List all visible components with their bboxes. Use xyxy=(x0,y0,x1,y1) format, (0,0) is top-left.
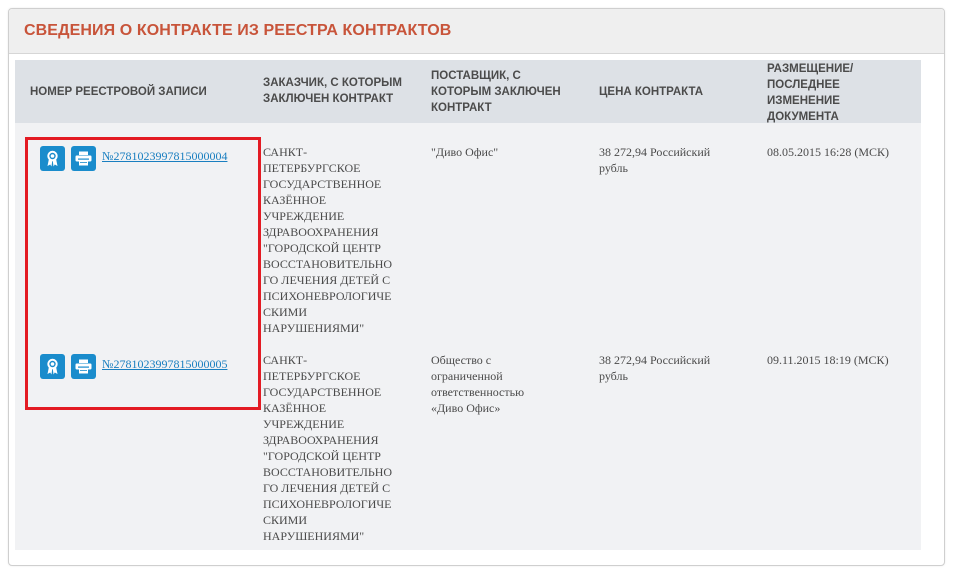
header-supplier-line: ПОСТАВЩИК, С xyxy=(431,70,521,82)
supplier-line: Общество с xyxy=(431,353,492,367)
customer-line: "ГОРОДСКОЙ ЦЕНТР xyxy=(263,241,381,255)
customer-line: ВОССТАНОВИТЕЛЬНО xyxy=(263,257,393,271)
customer-line: КАЗЁННОЕ xyxy=(263,401,327,415)
customer-line: САНКТ- xyxy=(263,353,308,367)
header-price: ЦЕНА КОНТРАКТА xyxy=(599,86,704,98)
print-icon[interactable] xyxy=(71,146,96,171)
customer-line: УЧРЕЖДЕНИЕ xyxy=(263,417,345,431)
customer-line: НАРУШЕНИЯМИ" xyxy=(263,529,365,543)
customer-line: УЧРЕЖДЕНИЕ xyxy=(263,209,345,223)
supplier-line: ответственностью xyxy=(431,385,525,399)
customer-line: ГОСУДАРСТВЕННОЕ xyxy=(263,177,382,191)
header-reg-number: НОМЕР РЕЕСТРОВОЙ ЗАПИСИ xyxy=(30,86,207,98)
reg-number-cell xyxy=(40,354,227,379)
customer-line: НАРУШЕНИЯМИ" xyxy=(263,321,365,335)
customer-cell xyxy=(263,352,392,544)
header-supplier-line: КОНТРАКТ xyxy=(431,102,492,114)
customer-line: КАЗЁННОЕ xyxy=(263,193,327,207)
customer-line: ПЕТЕРБУРГСКОЕ xyxy=(263,161,361,175)
date-cell: 09.11.2015 18:19 (МСК) xyxy=(767,353,889,367)
table-header xyxy=(15,60,921,123)
header-placement-line: РАЗМЕЩЕНИЕ/ xyxy=(767,63,854,75)
price-cell xyxy=(599,352,710,384)
customer-line: ГО ЛЕЧЕНИЯ ДЕТЕЙ С xyxy=(263,273,391,287)
customer-line: ЗДРАВООХРАНЕНИЯ xyxy=(263,225,379,239)
header-placement-line: ДОКУМЕНТА xyxy=(767,111,839,123)
customer-line: ПЕТЕРБУРГСКОЕ xyxy=(263,369,361,383)
print-icon[interactable] xyxy=(71,354,96,379)
customer-line: ВОССТАНОВИТЕЛЬНО xyxy=(263,465,393,479)
panel-header xyxy=(9,9,944,54)
header-customer-line: ЗАКАЗЧИК, С КОТОРЫМ xyxy=(263,77,403,89)
header-customer-line: ЗАКЛЮЧЕН КОНТРАКТ xyxy=(263,93,394,105)
supplier-line: ограниченной xyxy=(431,369,503,383)
customer-line: СКИМИ xyxy=(263,305,308,319)
supplier-line: "Диво Офис" xyxy=(431,145,499,159)
price-cell xyxy=(599,144,710,176)
customer-line: ПСИХОНЕВРОЛОГИЧЕ xyxy=(263,289,392,303)
customer-line: СКИМИ xyxy=(263,513,308,527)
price-line: рубль xyxy=(599,369,628,383)
price-line: 38 272,94 Российский xyxy=(599,145,711,159)
customer-line: САНКТ- xyxy=(263,145,308,159)
registry-number-link[interactable]: №2781023997815000005 xyxy=(102,357,228,371)
supplier-cell xyxy=(431,144,498,160)
header-customer xyxy=(263,75,402,107)
header-placement-line: ПОСЛЕДНЕЕ xyxy=(767,79,840,91)
header-placement-line: ИЗМЕНЕНИЕ xyxy=(767,95,840,107)
reg-number-cell xyxy=(40,146,227,171)
price-line: рубль xyxy=(599,161,628,175)
header-supplier-line: КОТОРЫМ ЗАКЛЮЧЕН xyxy=(431,86,561,98)
price-line: 38 272,94 Российский xyxy=(599,353,711,367)
header-supplier xyxy=(431,68,561,116)
contracts-table xyxy=(15,60,921,550)
certificate-icon[interactable] xyxy=(40,146,65,171)
panel-title: СВЕДЕНИЯ О КОНТРАКТЕ ИЗ РЕЕСТРА КОНТРАКТОВ xyxy=(24,22,452,39)
supplier-line: «Диво Офис» xyxy=(431,401,501,415)
customer-cell xyxy=(263,144,392,336)
customer-line: ГО ЛЕЧЕНИЯ ДЕТЕЙ С xyxy=(263,481,391,495)
registry-number-link[interactable]: №2781023997815000004 xyxy=(102,149,228,163)
customer-line: ГОСУДАРСТВЕННОЕ xyxy=(263,385,382,399)
header-placement xyxy=(767,61,853,125)
customer-line: "ГОРОДСКОЙ ЦЕНТР xyxy=(263,449,381,463)
date-cell: 08.05.2015 16:28 (МСК) xyxy=(767,145,890,159)
customer-line: ПСИХОНЕВРОЛОГИЧЕ xyxy=(263,497,392,511)
supplier-cell xyxy=(431,352,524,416)
certificate-icon[interactable] xyxy=(40,354,65,379)
customer-line: ЗДРАВООХРАНЕНИЯ xyxy=(263,433,379,447)
